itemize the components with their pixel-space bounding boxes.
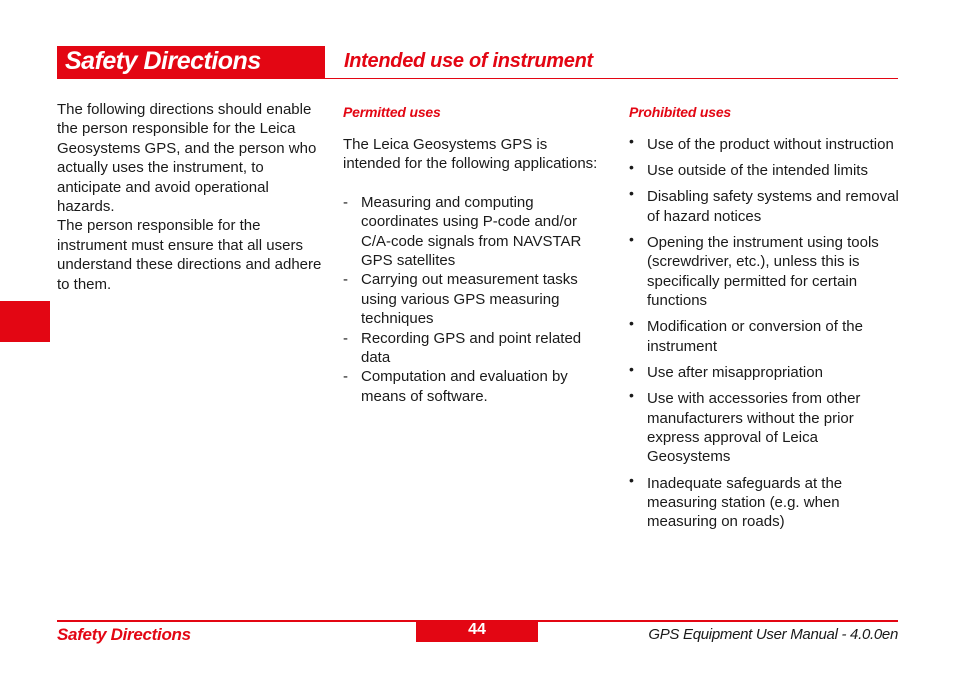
prohibited-uses-list: [629, 135, 901, 532]
prohibited-uses-column: [629, 103, 901, 539]
list-item: • Disabling safety systems and removal of hazard notices: [629, 185, 899, 225]
dash-marker: -: [343, 193, 348, 211]
bullet-icon: •: [629, 185, 634, 202]
list-item: • Opening the instrument using tools (screwdriver, etc.), unless this is specifically permitted for certain functions: [629, 231, 879, 310]
bullet-icon: •: [629, 159, 634, 176]
list-item: - Carrying out measurement tasks using various GPS measuring techniques: [343, 271, 578, 328]
prohibited-uses-heading: Prohibited uses: [629, 104, 732, 120]
list-item: • Modification or conversion of the instrument: [629, 315, 863, 355]
permitted-uses-heading: Permitted uses: [343, 104, 441, 120]
chapter-side-tab: [0, 301, 50, 342]
list-item: • Use with accessories from other manufacturers without the prior express approval of Leica Geosystems: [629, 387, 861, 466]
section-title: Intended use of instrument: [344, 50, 593, 72]
dash-marker: -: [343, 271, 348, 289]
list-item: • Use after misappropriation: [629, 361, 823, 382]
bullet-icon: •: [629, 387, 634, 404]
list-item: - Computation and evaluation by means of software.: [343, 368, 568, 405]
dash-marker: -: [343, 329, 348, 347]
list-item: • Use outside of the intended limits: [629, 159, 868, 180]
bullet-icon: •: [629, 471, 634, 488]
page-number: 44: [416, 620, 538, 642]
bullet-icon: •: [629, 231, 634, 248]
intro-paragraph-1: The following directions should enable the person responsible for the Leica Geosystems GPS, and the person who actually uses the instrument, to anticipate and avoid operational hazards.: [57, 101, 317, 216]
list-item: - Measuring and computing coordinates using P-code and/or C/A-code signals from NAVSTAR GPS satellites: [343, 193, 582, 270]
intro-column: [57, 100, 329, 294]
list-item: • Use of the product without instruction: [629, 133, 894, 153]
permitted-uses-intro: The Leica Geosystems GPS is intended for the following applications:: [343, 136, 598, 173]
footer-section-title: Safety Directions: [57, 625, 191, 644]
chapter-title: Safety Directions: [57, 46, 325, 79]
list-item: - Recording GPS and point related data: [343, 329, 582, 367]
footer-manual-title: GPS Equipment User Manual - 4.0.0en: [648, 626, 898, 643]
bullet-icon: •: [629, 361, 634, 378]
permitted-uses-column: [343, 103, 608, 406]
header-divider: [325, 78, 898, 79]
bullet-icon: •: [629, 315, 634, 332]
permitted-uses-list: [343, 193, 608, 406]
dash-marker: -: [343, 368, 348, 386]
intro-paragraph-2: The person responsible for the instrument must ensure that all users understand these directions and adhere to them.: [57, 217, 322, 293]
list-item: • Inadequate safeguards at the measuring station (e.g. when measuring on roads): [629, 471, 843, 531]
bullet-icon: •: [629, 133, 634, 149]
